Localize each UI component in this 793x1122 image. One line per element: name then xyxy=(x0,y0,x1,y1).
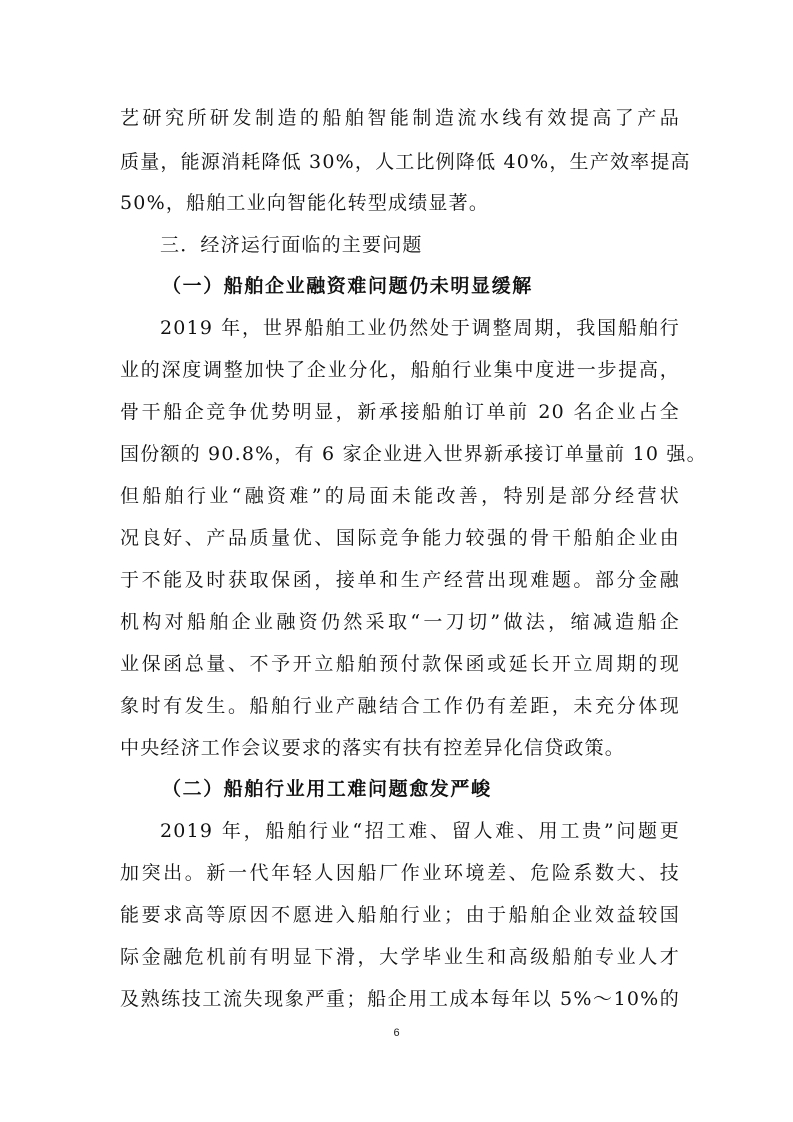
paragraph-line: 2019 年，世界船舶工业仍然处于调整周期，我国船舶行 xyxy=(160,317,680,339)
paragraph-line: 国份额的 90.8%，有 6 家企业进入世界新承接订单量前 10 强。 xyxy=(120,443,707,465)
paragraph-line: 骨干船企竞争优势明显，新承接船舶订单前 20 名企业占全 xyxy=(120,401,680,423)
paragraph-line: 2019 年，船舶行业“招工难、留人难、用工贵”问题更 xyxy=(160,820,680,842)
paragraph-line: 但船舶行业“融资难”的局面未能改善，特别是部分经营状 xyxy=(120,485,680,507)
paragraph-line: 业保函总量、不予开立船舶预付款保函或延长开立周期的现 xyxy=(120,653,680,675)
page-number: 6 xyxy=(393,1027,400,1039)
paragraph-line: 况良好、产品质量优、国际竞争能力较强的骨干船舶企业由 xyxy=(120,527,680,549)
paragraph-line: 50%，船舶工业向智能化转型成绩显著。 xyxy=(120,192,490,214)
section-heading: 三．经济运行面临的主要问题 xyxy=(160,234,423,256)
subsection-heading: （二）船舶行业用工难问题愈发严峻 xyxy=(162,778,492,800)
paragraph-line: 业的深度调整加快了企业分化，船舶行业集中度进一步提高， xyxy=(120,359,680,381)
paragraph-line: 能要求高等原因不愿进入船舶行业；由于船舶企业效益较国 xyxy=(120,904,680,926)
paragraph-line: 中央经济工作会议要求的落实有扶有控差异化信贷政策。 xyxy=(120,737,626,759)
paragraph-line: 机构对船舶企业融资仍然采取“一刀切”做法，缩减造船企 xyxy=(120,611,680,633)
paragraph-line: 艺研究所研发制造的船舶智能制造流水线有效提高了产品 xyxy=(120,107,680,129)
paragraph-line: 及熟练技工流失现象严重；船企用工成本每年以 5%～10%的 xyxy=(120,988,680,1010)
paragraph-line: 质量，能源消耗降低 30%，人工比例降低 40%，生产效率提高 xyxy=(120,151,691,173)
paragraph-line: 象时有发生。船舶行业产融结合工作仍有差距，未充分体现 xyxy=(120,695,680,717)
subsection-heading: （一）船舶企业融资难问题仍未明显缓解 xyxy=(162,275,533,297)
paragraph-line: 加突出。新一代年轻人因船厂作业环境差、危险系数大、技 xyxy=(120,862,680,884)
paragraph-line: 际金融危机前有明显下滑，大学毕业生和高级船舶专业人才 xyxy=(120,946,680,968)
paragraph-line: 于不能及时获取保函，接单和生产经营出现难题。部分金融 xyxy=(120,569,680,591)
